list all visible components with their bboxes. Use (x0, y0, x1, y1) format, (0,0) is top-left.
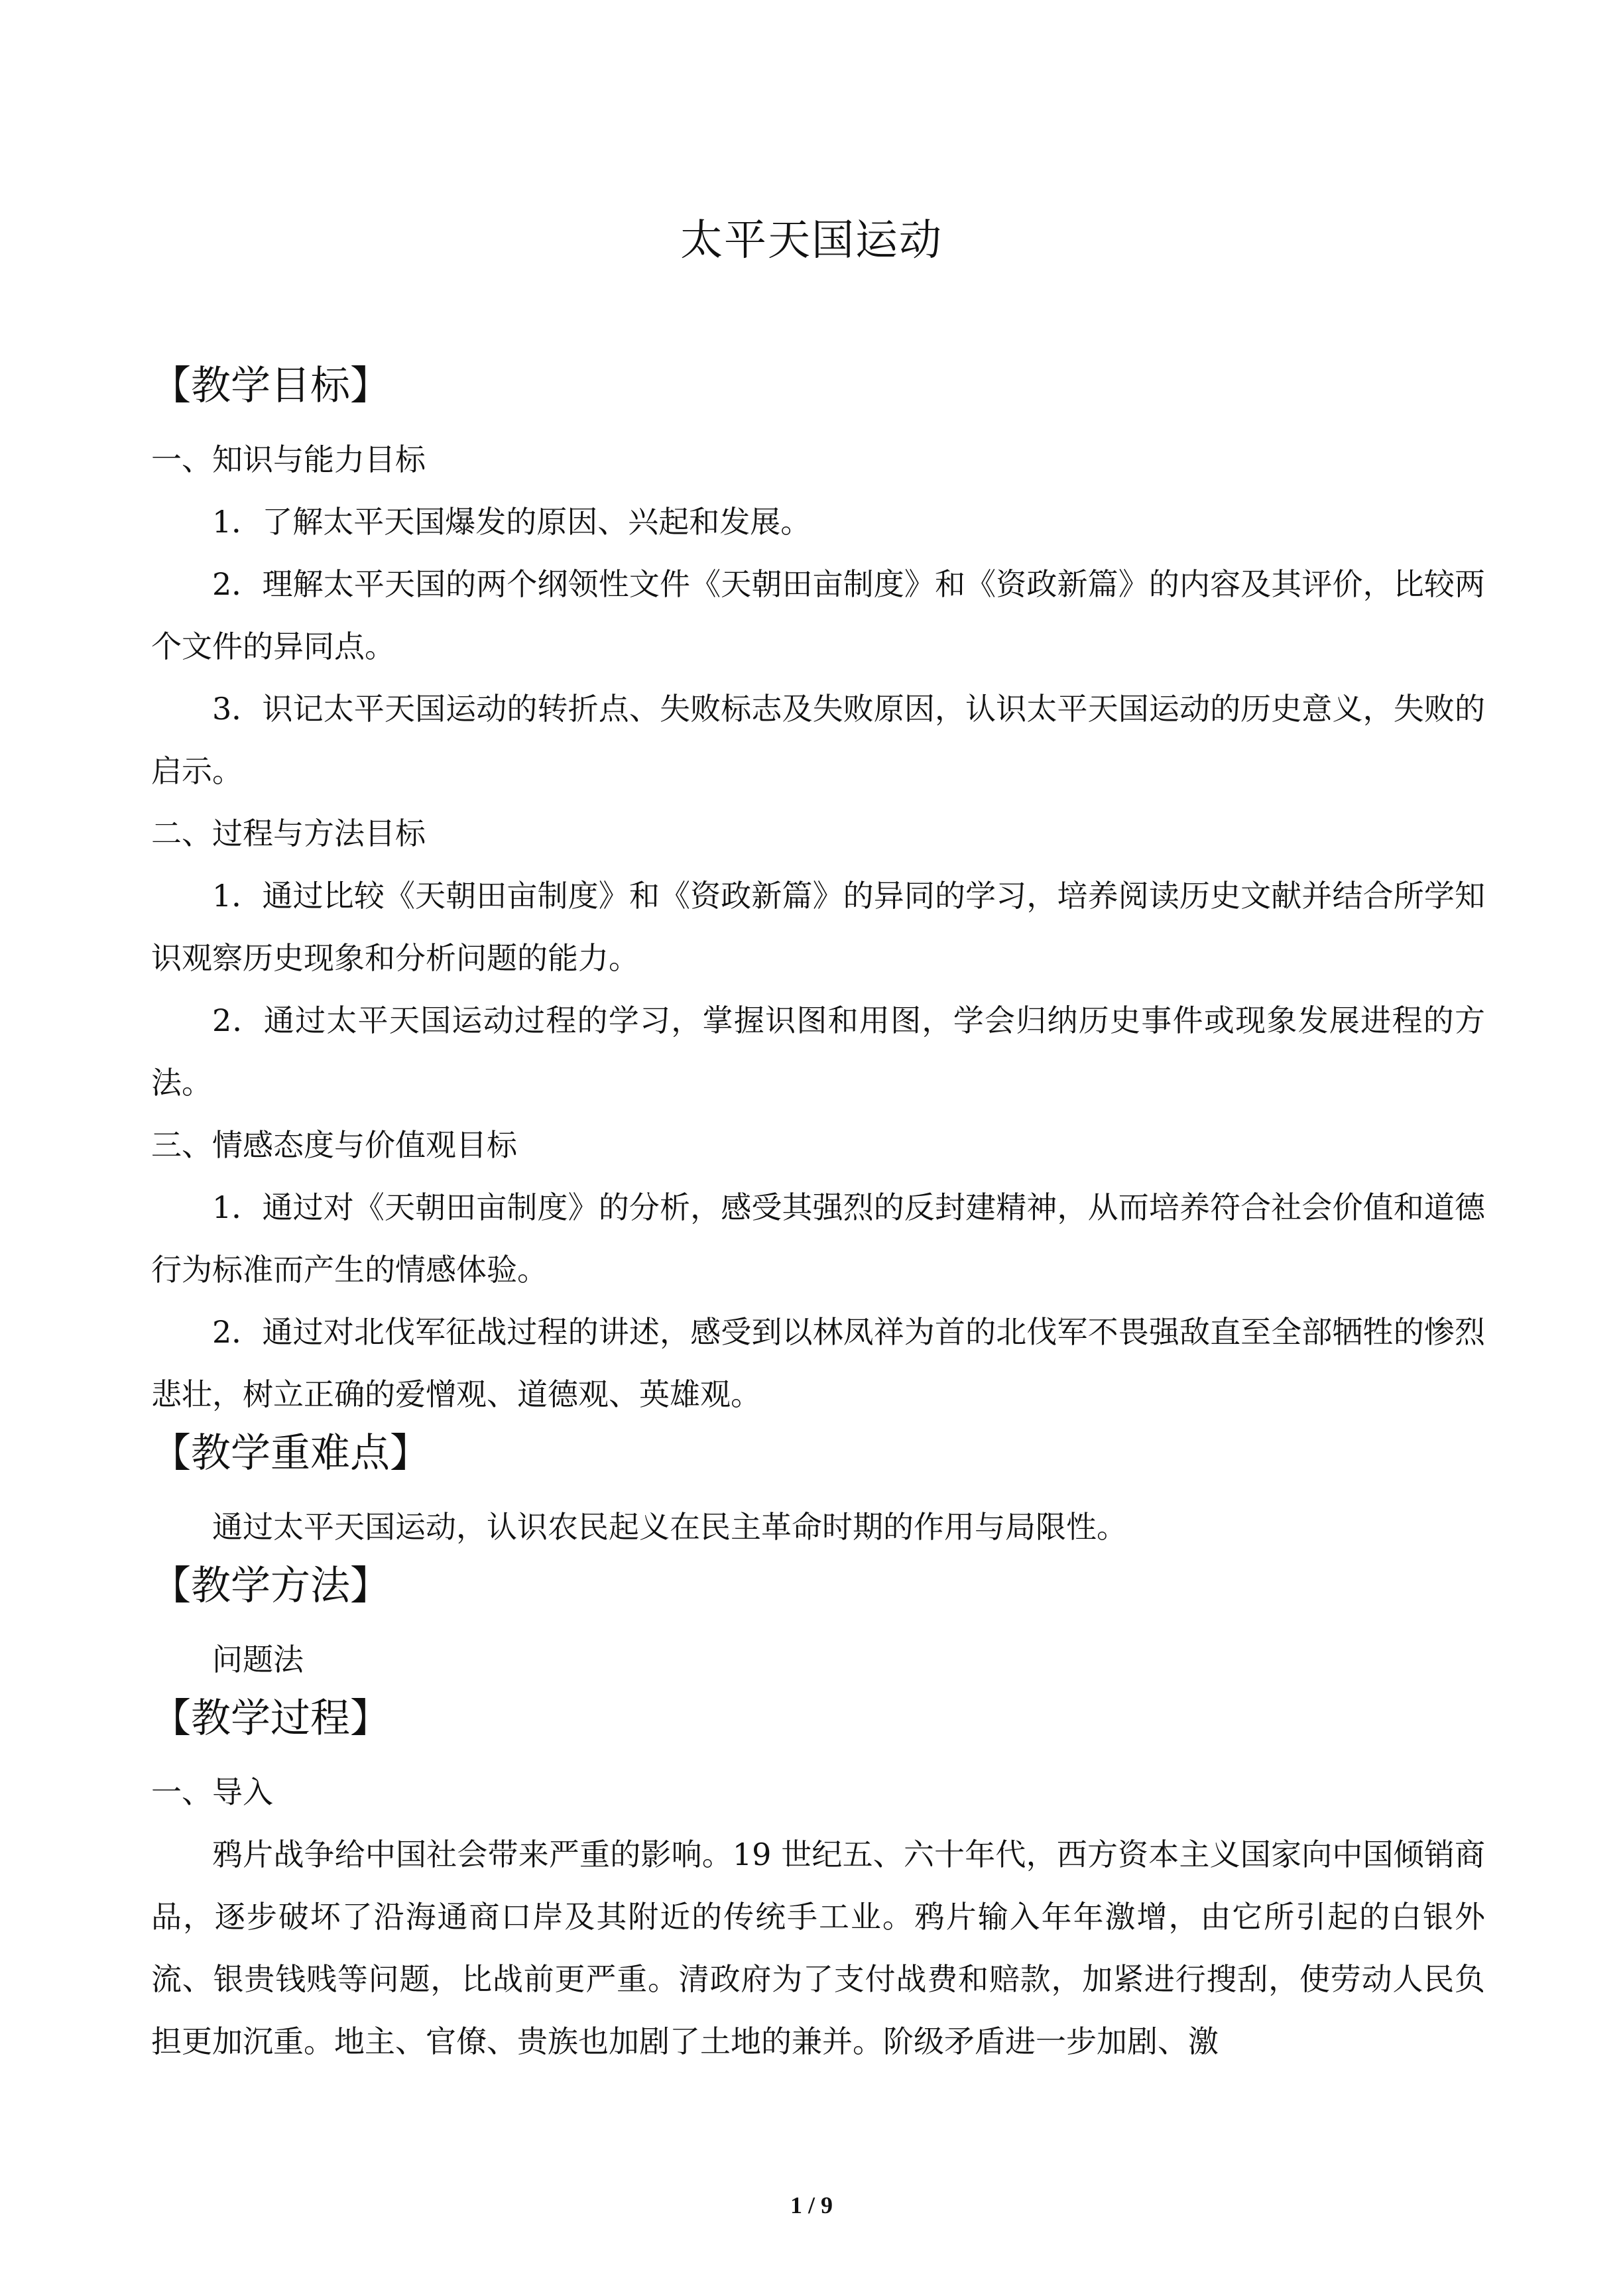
section-heading-objectives: 【教学目标】 (151, 363, 390, 409)
section-heading-process: 【教学过程】 (151, 1695, 390, 1742)
subheading-intro: 一、导入 (151, 1774, 273, 1810)
subheading-emotion: 三、情感态度与价值观目标 (151, 1127, 517, 1163)
emotion-item-2: 2．通过对北伐军征战过程的讲述，感受到以林凤祥为首的北伐军不畏强敌直至全部牺牲的惨烈悲壮，树立正确的爱憎观、道德观、英雄观。 (151, 1314, 1485, 1412)
section-heading-key-points: 【教学重难点】 (151, 1430, 430, 1477)
subheading-process-method: 二、过程与方法目标 (151, 816, 426, 851)
section-heading-methods: 【教学方法】 (151, 1563, 390, 1609)
page-title: 太平天国运动 (680, 216, 943, 265)
document-body (151, 358, 1485, 2073)
subheading-knowledge: 一、知识与能力目标 (151, 442, 426, 477)
process-method-item-2: 2．通过太平天国运动过程的学习，掌握识图和用图，学会归纳历史事件或现象发展进程的方法。 (151, 1002, 1485, 1101)
methods-text: 问题法 (212, 1642, 304, 1677)
knowledge-item-1: 1．了解太平天国爆发的原因、兴起和发展。 (212, 504, 812, 540)
intro-paragraph: 鸦片战争给中国社会带来严重的影响。19 世纪五、六十年代，西方资本主义国家向中国倾销商品，逐步破坏了沿海通商口岸及其附近的传统手工业。鸦片输入年年激增，由它所引起的白银外流、银贵钱贱等问题，比战前更严重。清政府为了支付战费和赔款，加紧进行搜刮，使劳动人民负担更加沉重。地主、官僚、贵族也加剧了土地的兼并。阶级矛盾进一步加剧、激 (151, 1837, 1485, 2059)
knowledge-item-3: 3．识记太平天国运动的转折点、失败标志及失败原因，认识太平天国运动的历史意义，失败的启示。 (151, 691, 1485, 789)
process-method-item-1: 1．通过比较《天朝田亩制度》和《资政新篇》的异同的学习，培养阅读历史文献并结合所学知识观察历史现象和分析问题的能力。 (151, 878, 1485, 976)
key-points-text: 通过太平天国运动，认识农民起义在民主革命时期的作用与局限性。 (212, 1509, 1127, 1545)
knowledge-item-2: 2．理解太平天国的两个纲领性文件《天朝田亩制度》和《资政新篇》的内容及其评价，比较两个文件的异同点。 (151, 566, 1485, 664)
page-number: 1 / 9 (790, 2192, 833, 2218)
emotion-item-1: 1．通过对《天朝田亩制度》的分析，感受其强烈的反封建精神，从而培养符合社会价值和道德行为标准而产生的情感体验。 (151, 1189, 1485, 1288)
